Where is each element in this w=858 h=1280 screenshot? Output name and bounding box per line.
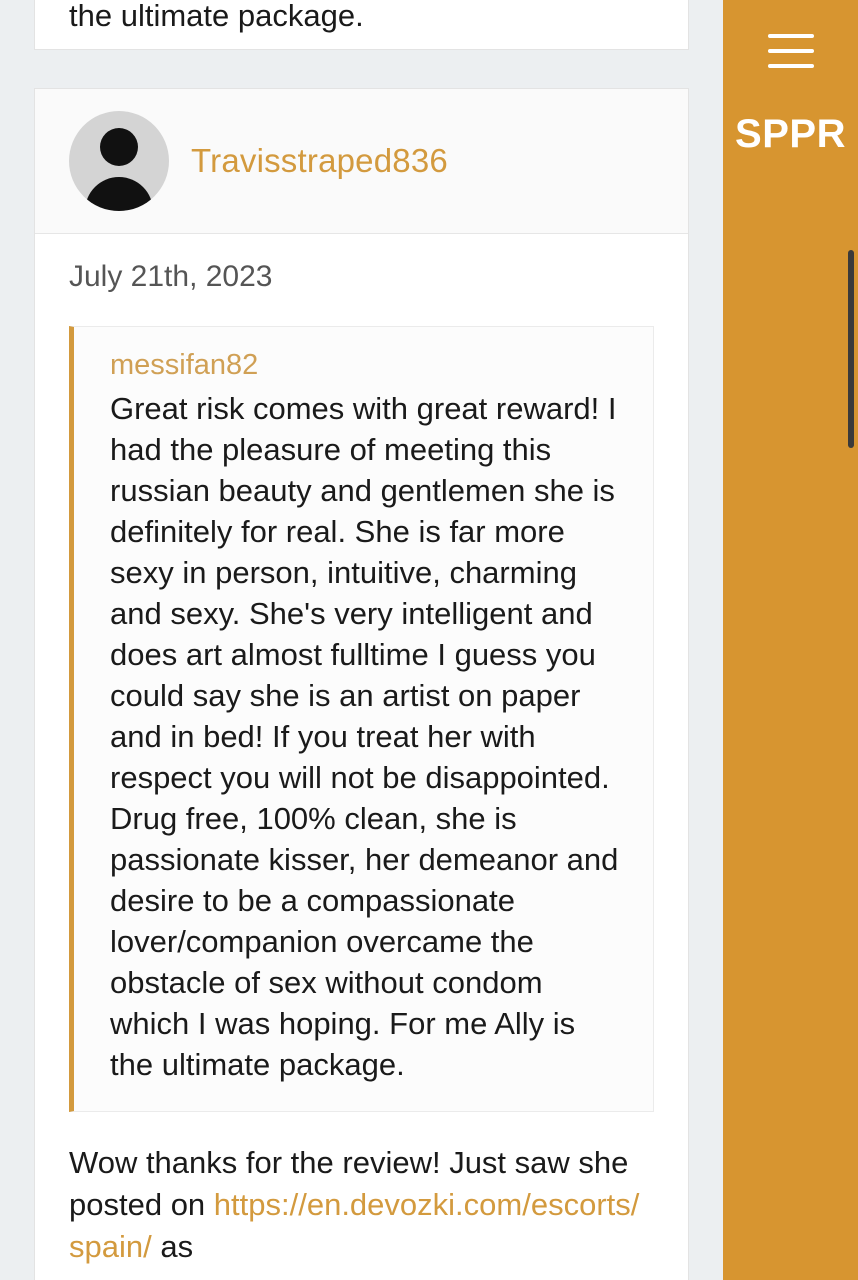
reply-lead-text: Wow thanks for the review! Just saw she posted on	[69, 1145, 629, 1222]
quote-text: Great risk comes with great reward! I had the pleasure of meeting this russian beauty and gentlemen she is definitely for real. She is far more sexy in person, intuitive, charming and sexy. She's very intelligent and does art almost fulltime I guess you could say she is an artist on paper and in bed! If you treat her with respect you will not be disappointed. Drug free, 100% clean, she is passionate kisser, her demeanor and desire to be a compassionate lover/companion overcame the obstacle of sex without condom which I was hoping. For me Ally is the ultimate package.	[110, 391, 619, 1082]
quote-author-name[interactable]: messifan82	[110, 349, 259, 381]
right-sidebar	[723, 0, 858, 1280]
sidebar-brand[interactable]: SPPR	[735, 112, 846, 156]
hamburger-bar-2	[768, 49, 814, 53]
hamburger-bar-3	[768, 64, 814, 68]
previous-post-text: the ultimate package.	[69, 0, 364, 33]
post-date: July 21th, 2023	[69, 260, 273, 293]
scrollbar-thumb[interactable]	[848, 250, 854, 448]
previous-post-card	[34, 0, 689, 50]
post-author-name[interactable]: Travisstraped836	[191, 142, 448, 179]
post-card	[34, 88, 689, 1280]
post-header	[35, 89, 688, 234]
post-body	[35, 234, 688, 1280]
avatar-head-shape	[100, 128, 138, 166]
post-reply-text	[69, 1142, 654, 1268]
hamburger-icon[interactable]	[768, 34, 814, 68]
reply-external-link[interactable]: https://en.devozki.com/escorts/spain/	[69, 1187, 640, 1264]
quoted-review	[69, 326, 654, 1112]
scrollbar-track[interactable]	[848, 0, 854, 1280]
hamburger-bar-1	[768, 34, 814, 38]
avatar-body-shape	[85, 177, 153, 211]
reply-tail-text: as	[151, 1229, 194, 1264]
avatar[interactable]	[69, 111, 169, 211]
